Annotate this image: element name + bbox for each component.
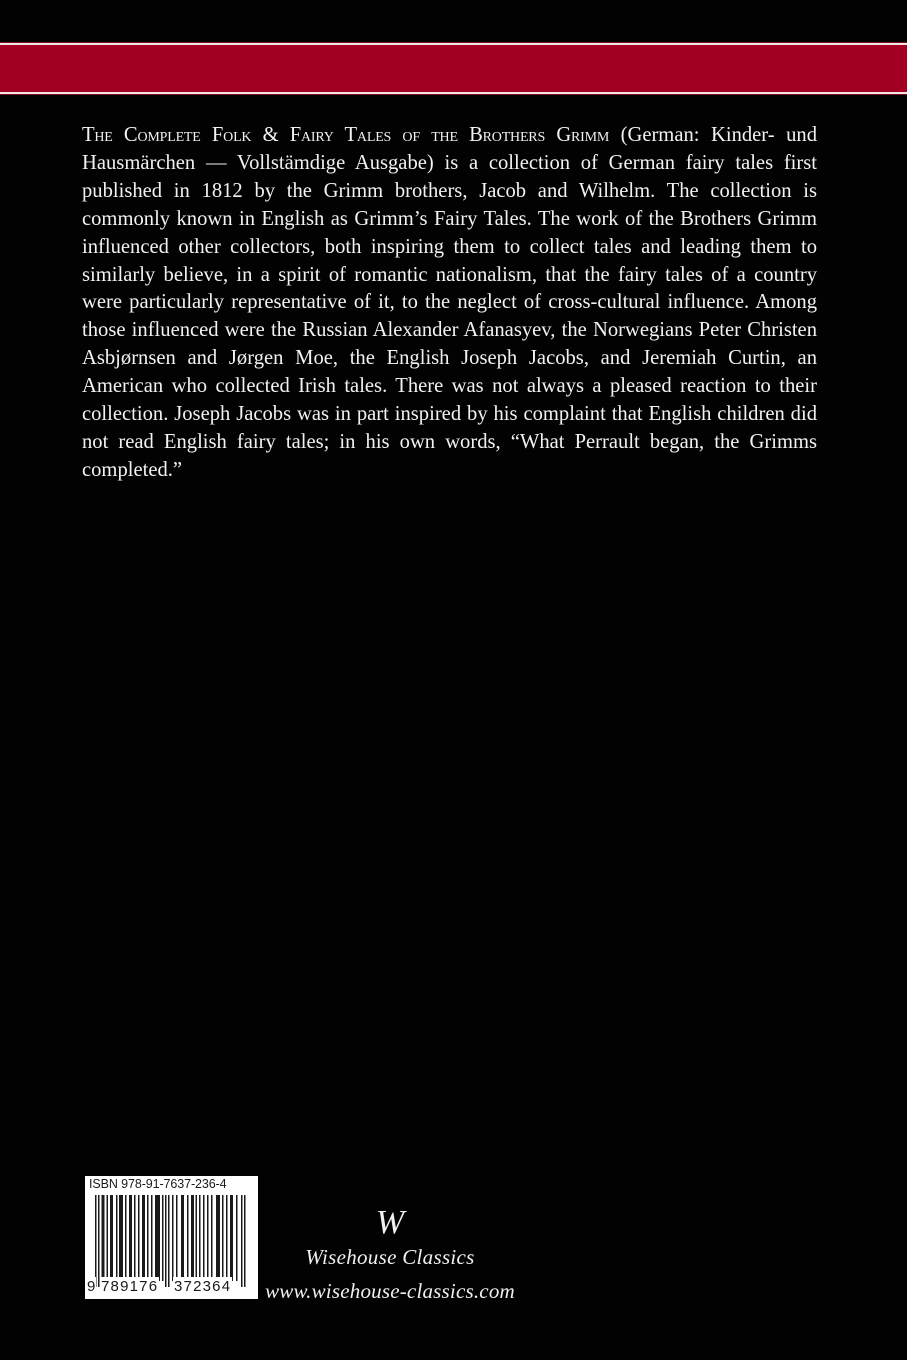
publisher-name: Wisehouse Classics <box>305 1245 475 1269</box>
barcode-digits <box>85 1277 258 1299</box>
barcode-digits-left: 789176 <box>101 1278 159 1295</box>
isbn-label: ISBN 978-91-7637-236-4 <box>89 1177 227 1191</box>
barcode-bars-icon <box>95 1195 247 1287</box>
decorative-red-band <box>0 43 907 94</box>
publisher-url: www.wisehouse-classics.com <box>265 1279 515 1303</box>
barcode-digits-right: 372364 <box>174 1278 232 1295</box>
isbn-barcode <box>85 1176 258 1299</box>
book-title: The Complete Folk & Fairy Tales of the Brothers Grimm <box>82 124 610 146</box>
barcode-digit-first: 9 <box>87 1278 96 1295</box>
book-description <box>82 122 817 485</box>
publisher-logo-icon: W <box>375 1204 405 1241</box>
publisher-block <box>250 1205 530 1305</box>
description-text: (German: Kinder- und Hausmärchen — Vollstämdige Ausgabe) is a collection of German fairy tales first published in 1812 by the Grimm brothers, Jacob and Wilhelm. The collection is commonly known in English as Grimm’s Fairy Tales. The work of the Brothers Grimm influenced other collectors, both inspiring them to collect tales and leading them to similarly believe, in a spirit of romantic nationalism, that the fairy tales of a country were particularly representative of it, to the neglect of cross-cultural influence. Among those influenced were the Russian Alexander Afanasyev, the Norwegians Peter Christen Asbjørnsen and Jørgen Moe, the English Joseph Jacobs, and Jeremiah Curtin, an American who collected Irish tales. There was not always a pleased reaction to their collection. Joseph Jacobs was in part inspired by his complaint that English children did not read English fairy tales; in his own words, “What Perrault began, the Grimms completed.” <box>82 124 817 481</box>
